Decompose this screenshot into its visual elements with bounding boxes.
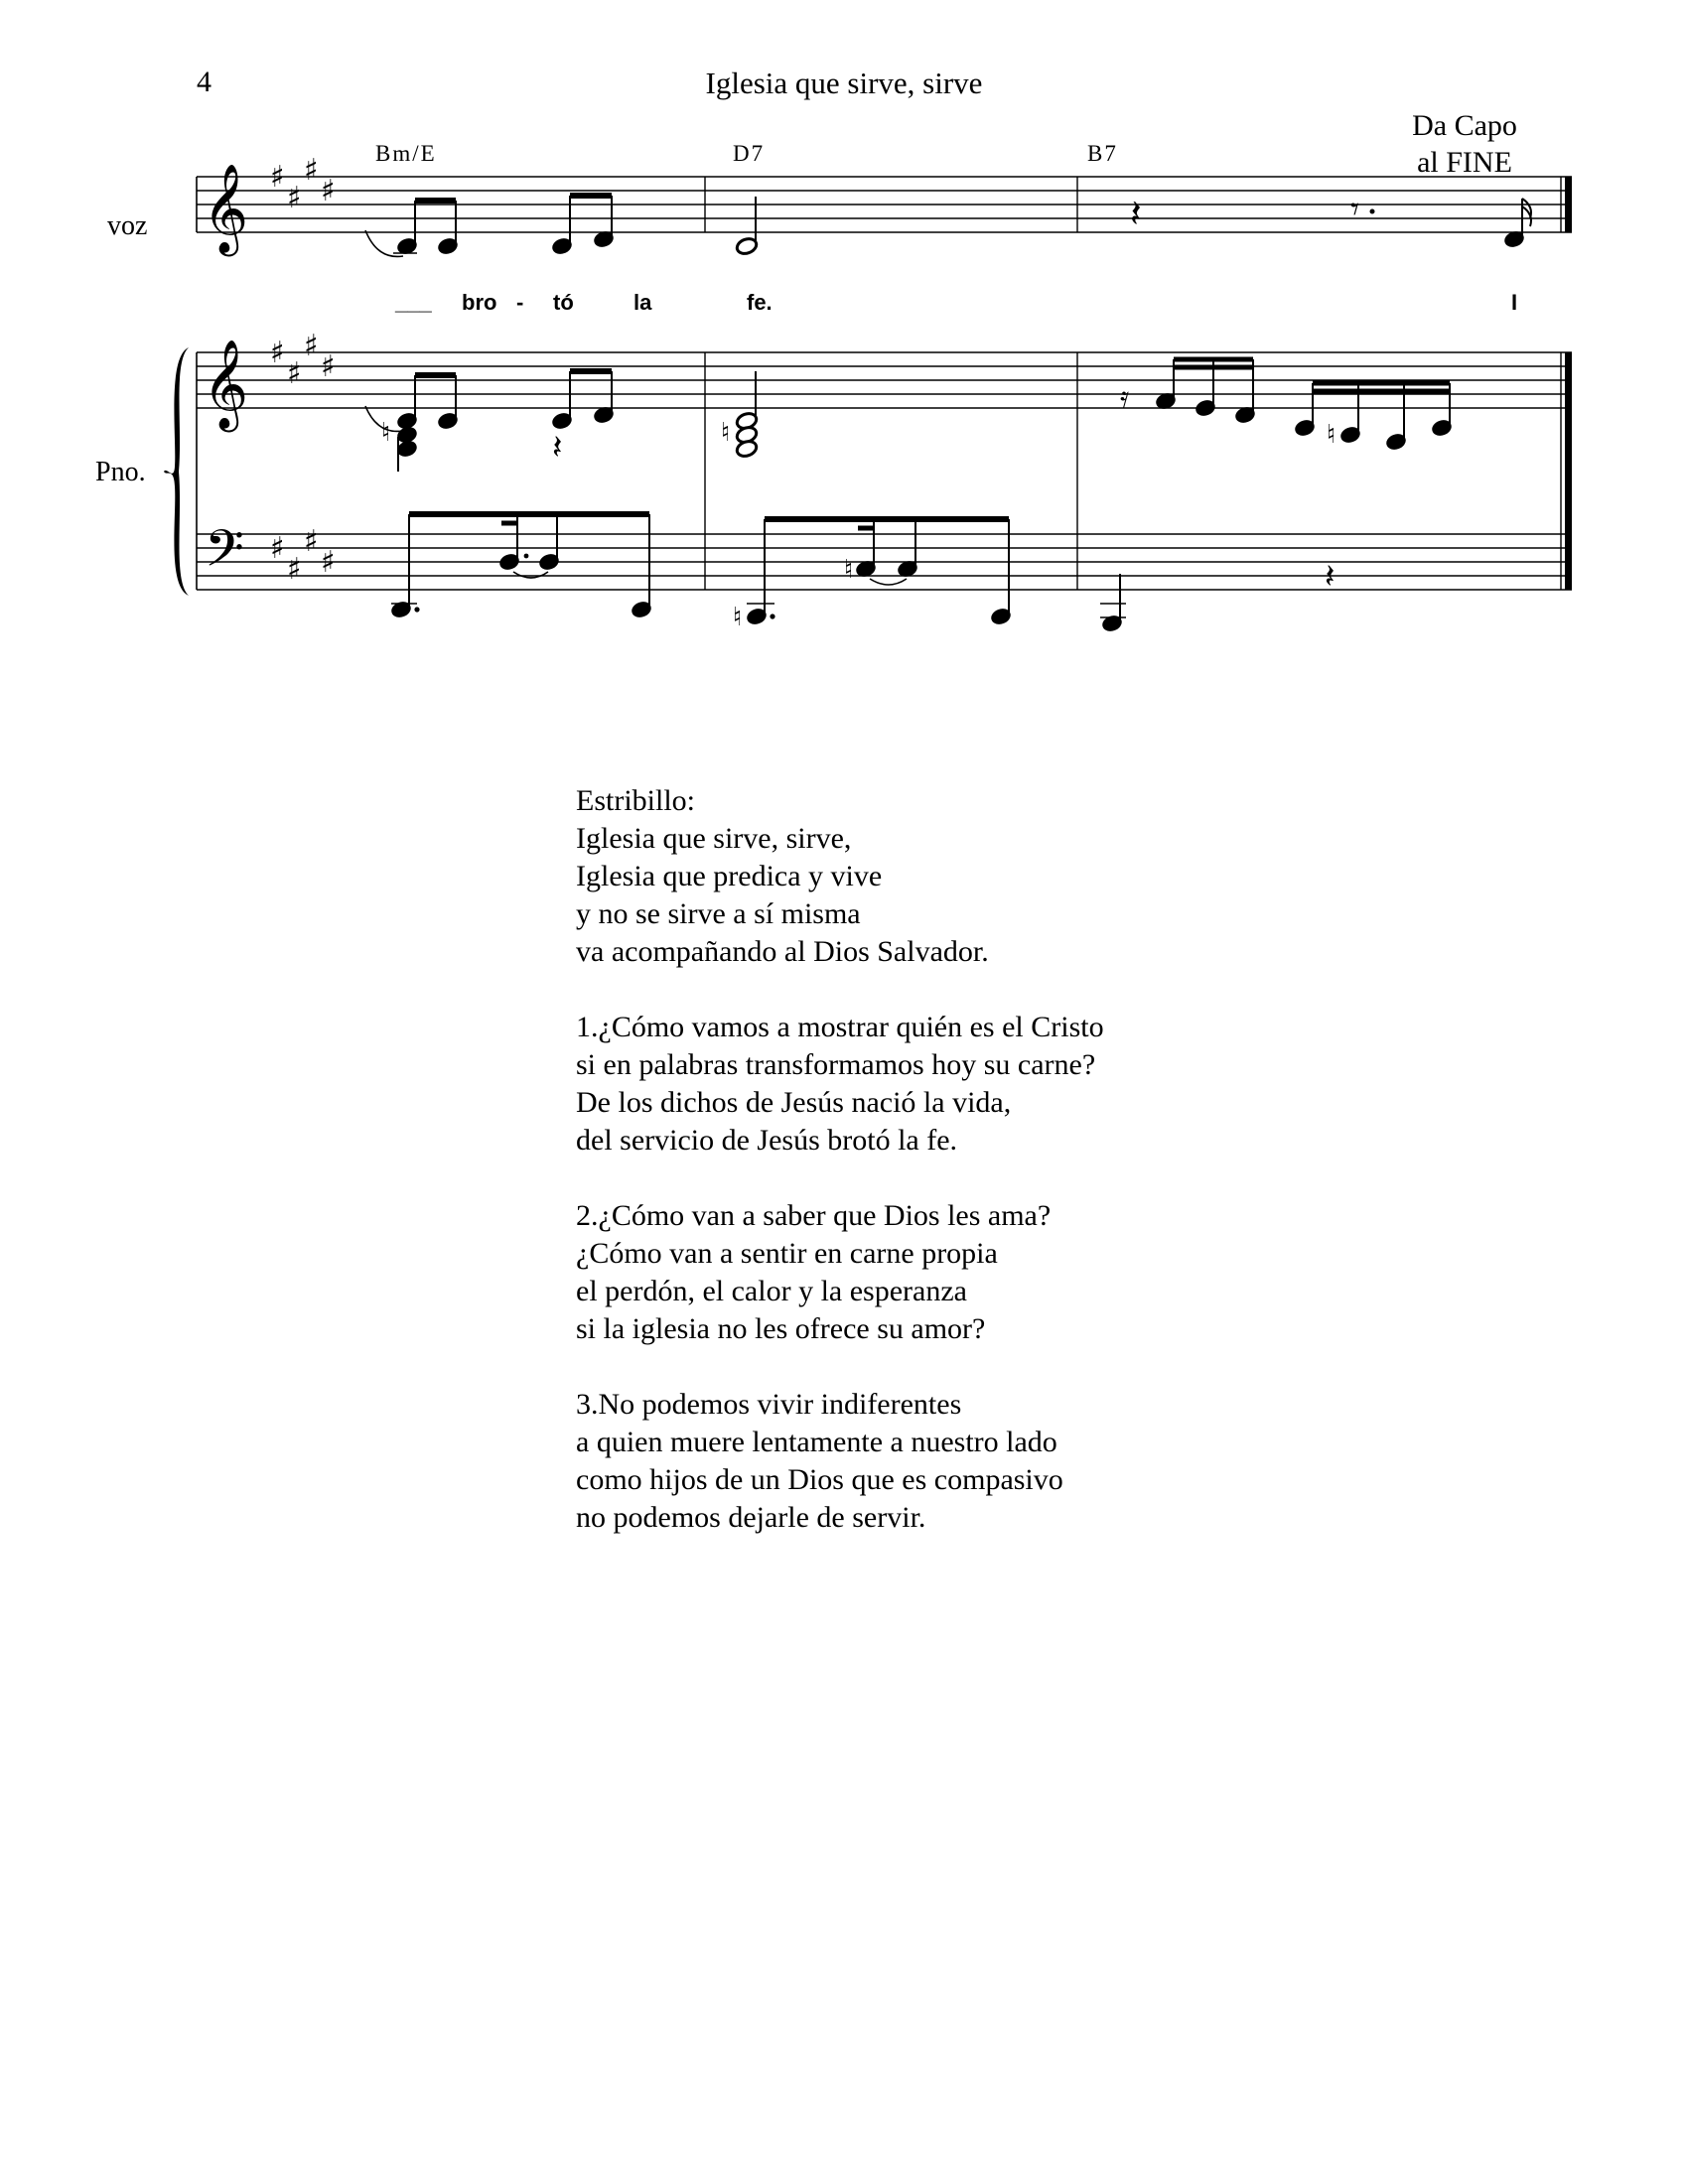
lyric-syllable: - (516, 290, 524, 315)
lyric-line: Iglesia que predica y vive (576, 860, 883, 892)
verse-1 (576, 1009, 1104, 1160)
lyric-syllable: fe. (747, 290, 773, 315)
lyric-line: si la iglesia no les ofrece su amor? (576, 1312, 986, 1345)
verse-3 (576, 1386, 1104, 1537)
svg-text:♯: ♯ (287, 356, 302, 391)
svg-text:♯: ♯ (321, 174, 336, 208)
svg-text:♮: ♮ (844, 555, 854, 585)
lyrics-line (394, 290, 1517, 315)
piano-treble-measure-3 (1120, 359, 1453, 451)
treble-clef-icon: 𝄞 (203, 164, 249, 253)
lyric-syllable: tó (553, 290, 574, 315)
lyric-line: Iglesia que sirve, sirve, (576, 822, 852, 855)
svg-text:♮: ♮ (381, 418, 391, 448)
chord-symbol: Bm/E (375, 141, 437, 166)
lyric-line: De los dichos de Jesús nació la vida, (576, 1086, 1012, 1119)
svg-text:♮: ♮ (1327, 420, 1336, 450)
piano-bass-measure-3 (1100, 557, 1335, 632)
lyric-syllable: I (1511, 290, 1518, 315)
lyric-syllable: bro (462, 290, 497, 315)
lyric-syllable: ___ (395, 290, 432, 315)
svg-text:♮: ♮ (733, 603, 743, 632)
svg-text:♯: ♯ (270, 531, 285, 566)
lyric-line: a quien muere lentamente a nuestro lado (576, 1426, 1057, 1458)
svg-text:♯: ♯ (287, 181, 302, 215)
piano-label: Pno. (95, 457, 146, 487)
chord-symbol: B7 (1087, 141, 1118, 166)
lyric-line: va acompañando al Dios Salvador. (576, 935, 989, 968)
page-title: Iglesia que sirve, sirve (705, 66, 983, 100)
lyric-line: y no se sirve a sí misma (576, 897, 861, 930)
da-capo-line-1: Da Capo (1412, 109, 1517, 142)
verse-2 (576, 1197, 1104, 1348)
lyric-line: 2.¿Cómo van a saber que Dios les ama? (576, 1199, 1052, 1232)
svg-text:♯: ♯ (304, 329, 319, 363)
music-score (0, 0, 1688, 695)
svg-text:♯: ♯ (304, 153, 319, 188)
lyric-line: 3.No podemos vivir indiferentes (576, 1388, 962, 1421)
svg-text:♯: ♯ (321, 349, 336, 384)
svg-text:♮: ♮ (721, 418, 731, 448)
lyric-line: ¿Cómo van a sentir en carne propia (576, 1237, 998, 1270)
svg-text:𝄾: 𝄾 (1350, 190, 1360, 229)
lyric-syllable: la (633, 290, 652, 315)
voice-staff (197, 177, 1572, 232)
svg-text:♯: ♯ (270, 336, 285, 370)
page-number: 4 (197, 66, 211, 98)
key-signature-treble (270, 329, 336, 391)
song-lyrics (576, 782, 1104, 1574)
svg-text:𝄿: 𝄿 (1120, 380, 1130, 415)
voice-label: voz (107, 210, 148, 241)
key-signature-voice (270, 153, 336, 215)
lyric-line: 1.¿Cómo vamos a mostrar quién es el Cristo (576, 1011, 1104, 1043)
lyric-line: el perdón, el calor y la esperanza (576, 1275, 967, 1307)
lyric-line: como hijos de un Dios que es compasivo (576, 1463, 1063, 1496)
lyric-line: si en palabras transformamos hoy su carne? (576, 1048, 1096, 1081)
piano-bass-measure-1 (390, 514, 651, 618)
piano-brace (164, 347, 189, 596)
lyric-line: no podemos dejarle de servir. (576, 1501, 926, 1534)
svg-text:♯: ♯ (270, 160, 285, 195)
piano-treble-measure-2 (721, 371, 759, 459)
svg-text:♯: ♯ (304, 524, 319, 559)
chord-symbol: D7 (733, 141, 766, 166)
svg-text:𝄽: 𝄽 (1325, 557, 1336, 597)
svg-text:♯: ♯ (287, 552, 302, 587)
piano-treble-staff (197, 352, 1572, 408)
treble-clef-icon: 𝄞 (203, 340, 249, 429)
chorus-stanza (576, 782, 1104, 971)
piano-bass-staff (197, 534, 1572, 590)
svg-text:𝄽: 𝄽 (1130, 192, 1142, 235)
svg-text:♯: ♯ (321, 545, 336, 580)
bass-clef-icon: 𝄢 (205, 518, 244, 591)
lyric-line: del servicio de Jesús brotó la fe. (576, 1124, 958, 1157)
svg-text:𝄽: 𝄽 (552, 428, 563, 468)
voice-measure-2 (735, 197, 759, 256)
lyric-line: Estribillo: (576, 784, 695, 817)
da-capo-line-2: al FINE (1417, 146, 1512, 179)
piano-treble-measure-1 (365, 371, 615, 472)
